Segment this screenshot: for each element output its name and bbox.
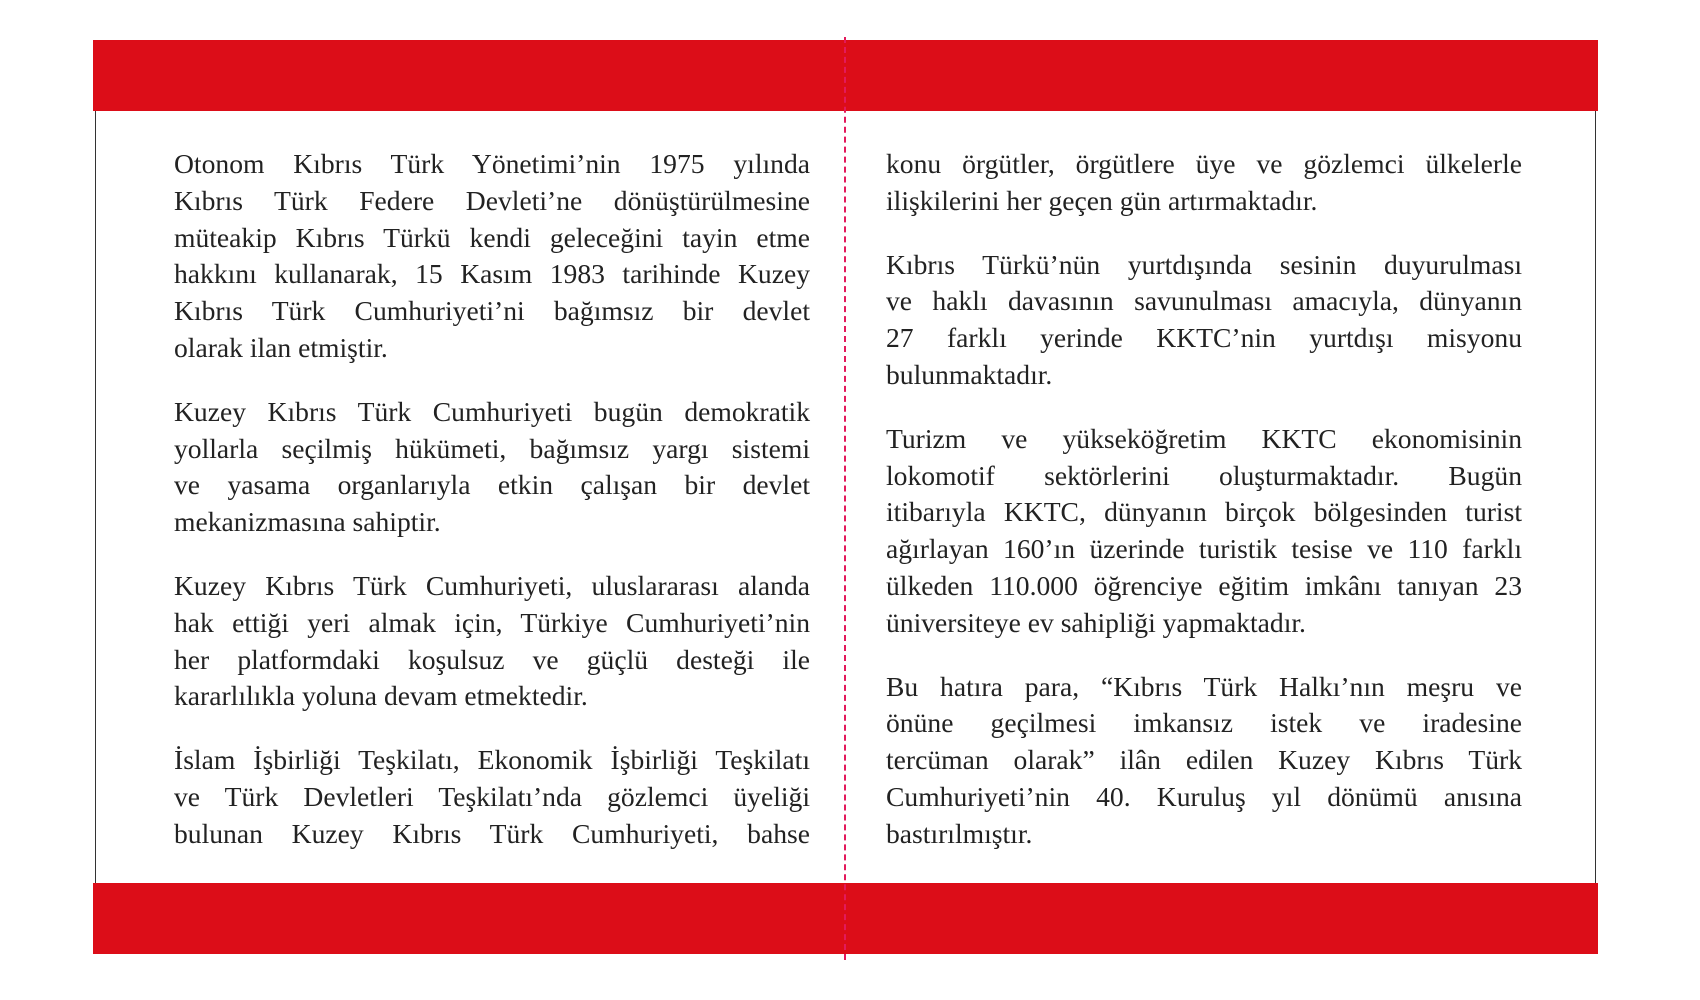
text-line: önüne geçilmesi imkansız istek ve iradesine	[886, 707, 1522, 739]
text-line: müteakip Kıbrıs Türkü kendi geleceğini tayin etme	[174, 221, 810, 253]
text-line: tercüman olarak” ilân edilen Kuzey Kıbrıs Türk	[886, 744, 1522, 776]
left-border-line	[95, 111, 96, 883]
text-line: ilişkilerini her geçen gün artırmaktadır.	[886, 184, 1318, 216]
text-line: Kıbrıs Türk Cumhuriyeti’ni bağımsız bir devlet	[174, 295, 810, 327]
right-border-line	[1595, 111, 1596, 883]
text-line: üniversiteye ev sahipliği yapmaktadır.	[886, 606, 1306, 638]
text-line: Cumhuriyeti’nin 40. Kuruluş yıl dönümü anısına	[886, 780, 1522, 812]
text-line: lokomotif sektörlerini oluşturmaktadır. Bugün	[886, 459, 1522, 491]
paragraph	[174, 568, 810, 715]
paragraph	[886, 146, 1522, 220]
text-line: ağırlayan 160’ın üzerinde turistik tesise ve 110 farklı	[886, 533, 1522, 565]
text-line: Turizm ve yükseköğretim KKTC ekonomisinin	[886, 422, 1522, 454]
text-line: İslam İşbirliği Teşkilatı, Ekonomik İşbirliği Teşkilatı	[174, 744, 810, 776]
paragraph	[174, 394, 810, 541]
text-line: bulunmaktadır.	[886, 358, 1053, 390]
text-line: Kıbrıs Türk Federe Devleti’ne dönüştürülmesine	[174, 184, 810, 216]
text-line: Otonom Kıbrıs Türk Yönetimi’nin 1975 yılında	[174, 148, 810, 179]
text-line: yollarla seçilmiş hükümeti, bağımsız yargı sistemi	[174, 432, 810, 464]
left-text-column	[174, 146, 810, 880]
text-line: konu örgütler, örgütlere üye ve gözlemci ülkelerle	[886, 148, 1522, 179]
paragraph	[174, 146, 810, 367]
paragraph	[174, 742, 810, 852]
text-line: hak ettiği yeri almak için, Türkiye Cumhuriyeti’nin	[174, 606, 810, 638]
text-line: Kuzey Kıbrıs Türk Cumhuriyeti, uluslararası alanda	[174, 569, 810, 601]
text-line: kararlılıkla yoluna devam etmektedir.	[174, 680, 588, 712]
text-line: ve yasama organlarıyla etkin çalışan bir devlet	[174, 469, 810, 501]
text-line: her platformdaki koşulsuz ve güçlü desteği ile	[174, 643, 810, 675]
text-line: hakkını kullanarak, 15 Kasım 1983 tarihinde Kuzey	[174, 258, 810, 290]
text-line: Kuzey Kıbrıs Türk Cumhuriyeti bugün demokratik	[174, 395, 810, 427]
text-line: ve haklı davasının savunulması amacıyla, dünyanın	[886, 285, 1522, 317]
paragraph	[886, 669, 1522, 853]
paragraph	[886, 247, 1522, 394]
text-line: bastırılmıştır.	[886, 817, 1033, 849]
text-line: bulunan Kuzey Kıbrıs Türk Cumhuriyeti, bahse	[174, 817, 810, 849]
paragraph	[886, 421, 1522, 642]
text-line: olarak ilan etmiştir.	[174, 331, 388, 363]
text-line: Kıbrıs Türkü’nün yurtdışında sesinin duyurulması	[886, 248, 1522, 280]
text-line: ve Türk Devletleri Teşkilatı’nda gözlemci üyeliği	[174, 780, 810, 812]
text-line: mekanizmasına sahiptir.	[174, 506, 441, 538]
text-line: 27 farklı yerinde KKTC’nin yurtdışı misyonu	[886, 322, 1522, 354]
text-line: itibarıyla KKTC, dünyanın birçok bölgesinden turist	[886, 496, 1522, 528]
text-line: Bu hatıra para, “Kıbrıs Türk Halkı’nın meşru ve	[886, 670, 1522, 702]
fold-divider-dashed	[844, 37, 846, 960]
text-line: ülkeden 110.000 öğrenciye eğitim imkânı tanıyan 23	[886, 569, 1522, 601]
right-text-column	[886, 146, 1522, 880]
